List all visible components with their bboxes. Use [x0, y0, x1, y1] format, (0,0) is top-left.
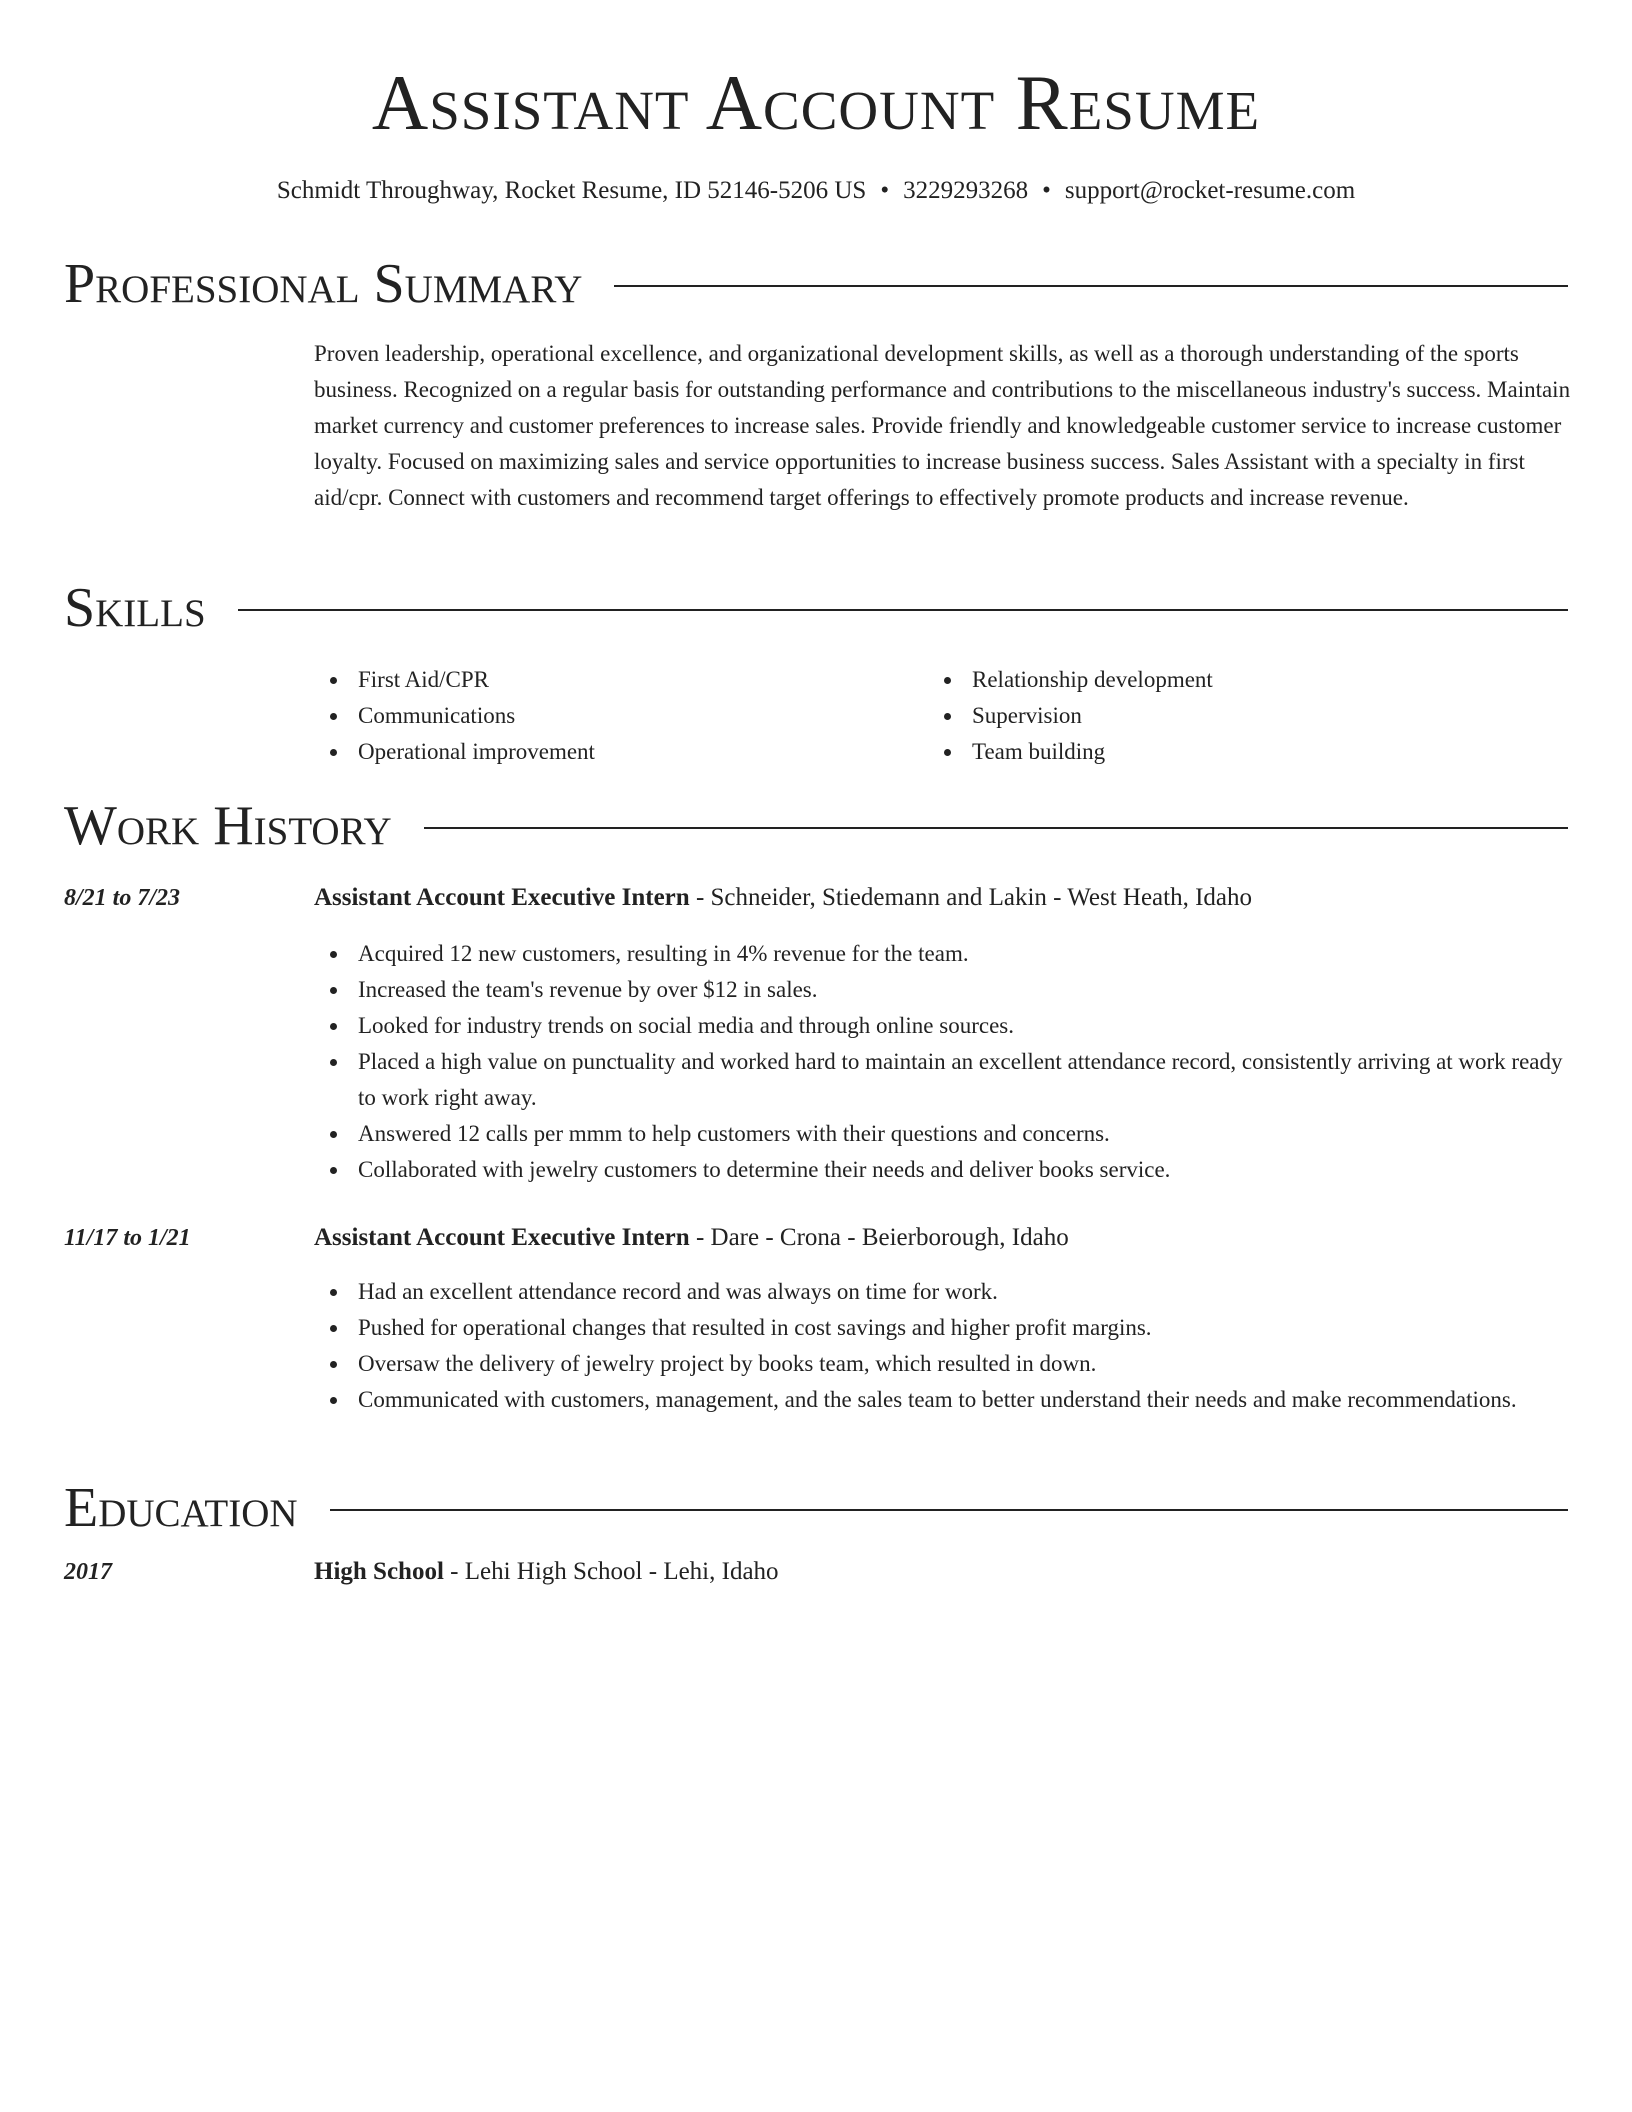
section-divider: [330, 1509, 1568, 1511]
job-bullet: Increased the team's revenue by over $12 in sales.: [314, 972, 1574, 1008]
job-bullet: Acquired 12 new customers, resulting in 4% revenue for the team.: [314, 936, 1574, 972]
summary-text: Proven leadership, operational excellence, and organizational development skills, as well as a thorough understanding of the sports business. Recognized on a regular basis for outstanding performance and contributions to the miscellaneous industry's success. Maintain market currency and customer preferences to increase sales. Provide friendly and knowledgeable customer service to increase customer loyalty. Focused on maximizing sales and service opportunities to increase business success. Sales Assistant with a specialty in first aid/cpr. Connect with customers and recommend target offerings to effectively promote products and increase revenue.: [314, 341, 1571, 510]
education-line: [314, 1556, 1574, 1588]
job-bullet: Placed a high value on punctuality and worked hard to maintain an excellent attendance record, consistently arriving at work ready to work right away.: [314, 1044, 1574, 1116]
contact-separator: •: [880, 177, 890, 204]
section-divider: [238, 609, 1568, 611]
job-bullet: Answered 12 calls per mmm to help customers with their questions and concerns.: [314, 1116, 1574, 1152]
job-title-line: [314, 1222, 1574, 1254]
section-divider: [614, 285, 1568, 287]
education-date: 2017: [64, 1559, 112, 1585]
contact-address: Schmidt Throughway, Rocket Resume, ID 52146-5206 US: [276, 177, 867, 204]
job-date: 8/21 to 7/23: [64, 885, 181, 911]
education-details: - Lehi High School - Lehi, Idaho: [443, 1558, 779, 1585]
section-header-skills: [64, 576, 1568, 640]
job-bullets: [314, 936, 1574, 1188]
skill-item: Supervision: [928, 698, 1488, 734]
contact-email: support@rocket-resume.com: [1064, 177, 1356, 204]
job-title-line: [314, 882, 1574, 914]
job-bullet: Looked for industry trends on social media and through online sources.: [314, 1008, 1574, 1044]
section-divider: [424, 827, 1568, 829]
contact-line: [0, 176, 1632, 206]
contact-phone: 3229293268: [903, 177, 1029, 204]
skill-item: First Aid/CPR: [314, 662, 874, 698]
section-header-education: [64, 1476, 1568, 1540]
job-bullet: Had an excellent attendance record and was always on time for work.: [314, 1274, 1574, 1310]
skill-item: Team building: [928, 734, 1488, 770]
job-bullet: Oversaw the delivery of jewelry project by books team, which resulted in down.: [314, 1346, 1574, 1382]
section-title: Professional Summary: [64, 253, 583, 315]
skill-item: Operational improvement: [314, 734, 874, 770]
job-role: Assistant Account Executive Intern: [314, 884, 690, 911]
section-header-work: [64, 794, 1568, 858]
section-title: Education: [64, 1477, 298, 1539]
contact-separator: •: [1042, 177, 1051, 204]
skills-list-right: [928, 662, 1488, 770]
job-bullets: [314, 1274, 1574, 1418]
skill-item: Communications: [314, 698, 874, 734]
job-role: Assistant Account Executive Intern: [314, 1224, 690, 1251]
resume-name: Assistant Account Resume: [371, 59, 1261, 146]
skills-list-left: [314, 662, 874, 770]
section-title: Work History: [64, 795, 392, 857]
skill-item: Relationship development: [928, 662, 1488, 698]
job-date: 11/17 to 1/21: [64, 1225, 191, 1251]
section-title: Skills: [64, 577, 206, 639]
job-details: - Dare - Crona - Beierborough, Idaho: [689, 1224, 1069, 1251]
section-header-summary: [64, 252, 1568, 316]
job-bullet: Communicated with customers, management, and the sales team to better understand their needs and make recommendations.: [314, 1382, 1574, 1418]
education-degree: High School: [314, 1558, 444, 1585]
job-bullet: Collaborated with jewelry customers to determine their needs and deliver books service.: [314, 1152, 1574, 1188]
job-details: - Schneider, Stiedemann and Lakin - West Heath, Idaho: [689, 884, 1253, 911]
job-bullet: Pushed for operational changes that resulted in cost savings and higher profit margins.: [314, 1310, 1574, 1346]
